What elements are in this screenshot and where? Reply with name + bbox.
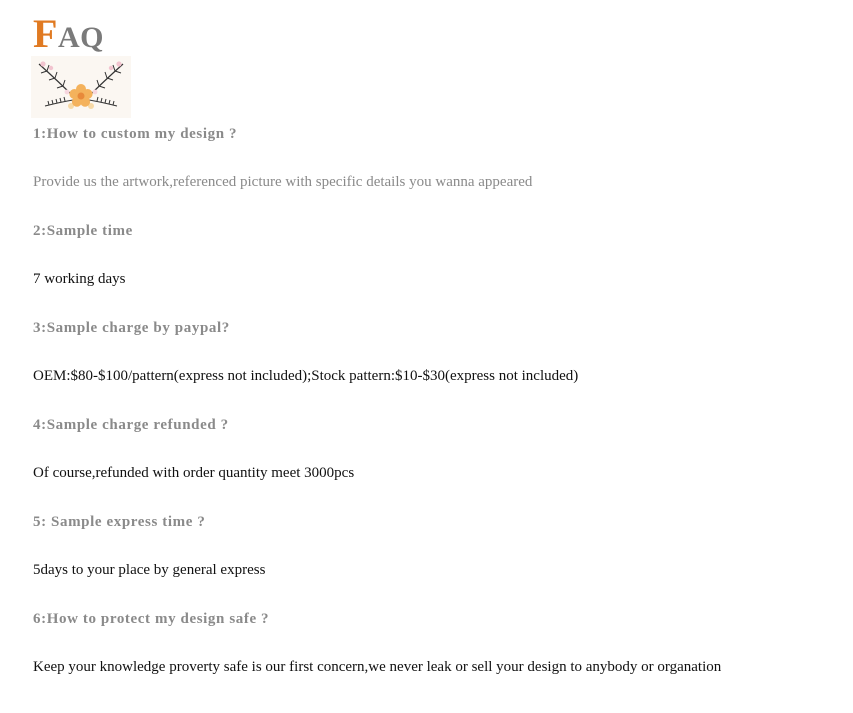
- faq-list: [33, 125, 848, 707]
- faq-title: [33, 11, 848, 56]
- faq-answer-1: Provide us the artwork,referenced picture with specific details you wanna appeared: [33, 174, 533, 190]
- faq-answer-3: OEM:$80-$100/pattern(express not included);Stock pattern:$10-$30(express not included): [33, 368, 579, 384]
- faq-answer-4: Of course,refunded with order quantity meet 3000pcs: [33, 465, 355, 481]
- floral-wreath-icon: [31, 56, 131, 118]
- faq-section: [33, 11, 848, 707]
- faq-question-4: 4:Sample charge refunded ?: [33, 417, 229, 433]
- faq-question-2: 2:Sample time: [33, 223, 133, 239]
- faq-question-1: 1:How to custom my design ?: [33, 126, 238, 142]
- faq-title-rest: AQ: [57, 21, 104, 54]
- faq-question-6: 6:How to protect my design safe ?: [33, 611, 270, 627]
- faq-answer-6: Keep your knowledge proverty safe is our first concern,we never leak or sell your design to anybody or organation: [33, 659, 722, 675]
- faq-question-3: 3:Sample charge by paypal?: [33, 320, 230, 336]
- faq-answer-2: 7 working days: [33, 271, 126, 287]
- faq-question-5: 5: Sample express time ?: [33, 514, 206, 530]
- faq-title-first-letter: F: [33, 11, 58, 56]
- faq-answer-5: 5days to your place by general express: [33, 562, 266, 578]
